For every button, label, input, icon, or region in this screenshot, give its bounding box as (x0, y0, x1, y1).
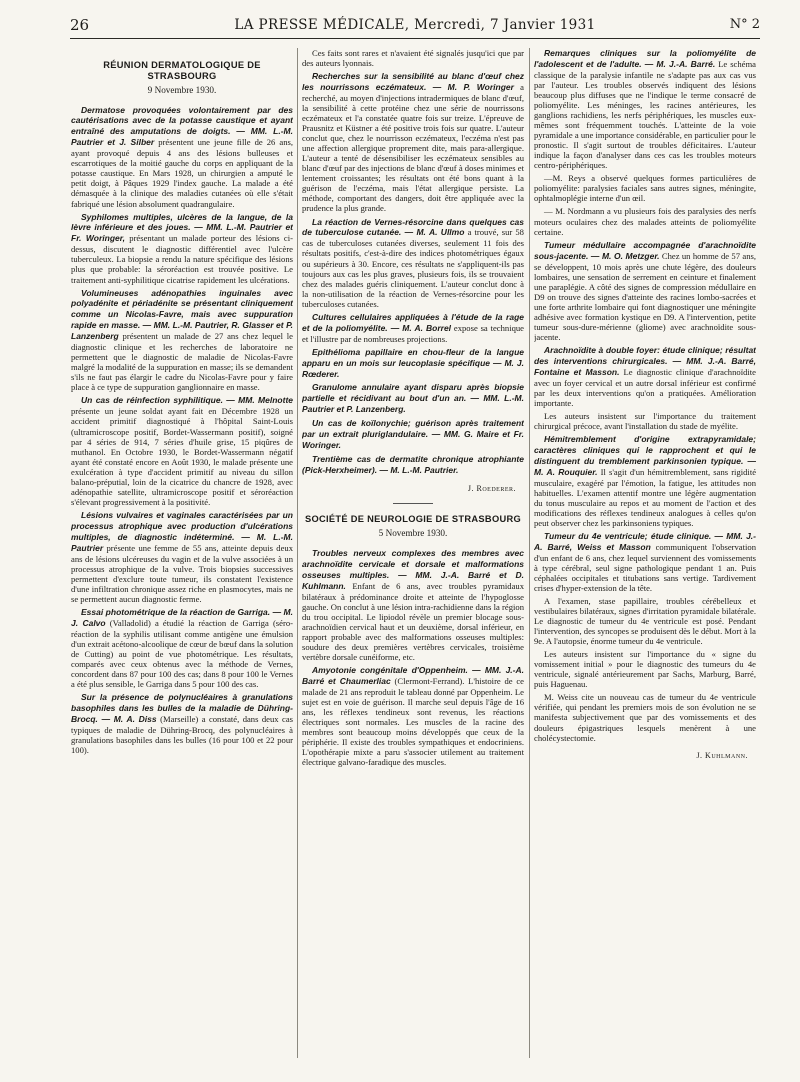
column-2 (302, 48, 524, 1066)
article-title: Essai photométrique de la réaction de Garriga. — M. J. Calvo (71, 606, 293, 628)
article-body: A l'examen, stase papillaire, troubles cérébelleux et vestibulaires bilatéraux, signes d'irritation pyramidale bilatérale. Le diagnostic de tumeur du 4e ventricule est posé. Pendant l'intervention, des syncopes se produisent dès le début. Mort à la 9e. A l'autopsie, énorme tumeur du 4e ventricule. (534, 595, 756, 647)
signature: J. Kuhlmann. (696, 750, 748, 760)
article-body: a recherché, au moyen d'injections intradermiques de blanc d'œuf, la sensibilité à cette protéine chez une série de nourrissons eczémateux et l'a constatée quatre fois sur treize. L'épreuve de Prausnitz et Küstner a été positive trois fois sur quatre. L'auteur conclut que, chez le nourrisson eczémateux, l'eczéma n'est pas une affection allergique proprement dite, mais para-allergique. L'auteur a tenté de désensibiliser les eczémateux sensibles au blanc d'œuf par des injections de blanc d'œuf à doses minimes et lentement croissantes; les résultats ont été bons quant à la guérison de l'eczéma, mais l'état allergique persiste. La méthode, comportant des dangers, doit être appliquée avec la prudence la plus grande. (302, 82, 524, 214)
article-title: Un cas de koïlonychie; guérison après traitement par un extrait plurіglandulaire. — MM. G. Maire et Fr. Woringer. (302, 418, 524, 451)
article (71, 288, 293, 393)
article-body: Le schéma classique de la paralysie infantile ne s'adapte pas aux cas vus par l'auteur. Les troubles observés indiquent des lésions beaucoup plus diffuses que ne l'indique le terme consacré de poliomyélite. Les méninges, les racines antérieures, les ganglions rachidiens, les nerfs périphériques, les muscles eux-mêmes sont fréquemment touchés. L'atteinte de la voie pyramidale a une importance considérable, en particulier pour le pronostic. Il s'agit surtout de troubles déficitaires. L'auteur indique la façon d'analyser dans ces cas les troubles moteurs centro-périphériques. (534, 58, 756, 171)
article-body: présentent un malade de 27 ans chez lequel le diagnostic clinique et les recherches de laboratoire ne permettent que le diagnostic de maladie de Nicolas-Favre malgré la modalité de la suppuration en masse; ils se demandent s'ils ne faut pas élargir le cadre du Nicolas-Favre pour y faire place à ce type de suppuration ganglionnaire en masse. (71, 331, 293, 393)
article-title: Arachnoïdite à double foyer: étude clinique; résultat des interventions chirurgicales. — MM. J.-A. Barré, Fontaine et Masson. (534, 344, 756, 377)
article (534, 434, 756, 528)
page-number: 26 (70, 16, 90, 34)
article (302, 665, 524, 767)
article (534, 206, 756, 236)
article (302, 347, 524, 380)
article-body: présentant un malade porteur des lésions ci-dessus, discutent le diagnostic différentiel avec l'ulcère tuberculeux. La biopsie a rendu la nature spécifique des lésions plus que probable: la séroréaction est trouvée positive. Le traitement anti-syphilitique cicatrise rapidement les ulcérations. (71, 233, 293, 285)
column-3 (534, 48, 756, 1066)
article-body: Les auteurs insistent sur l'importance du « signe du vomissement initial » pour le diagnostic des tumeurs du 4e ventricule, signalé antérieurement par Sachs, Marburg, Barré, puis Haguenau. (534, 649, 756, 690)
article-title: Recherches sur la sensibilité au blanc d'œuf chez les nourrissons eczémateux. — M. P. Woringer (302, 71, 524, 93)
column-1 (71, 48, 293, 1066)
section-date: 9 Novembre 1930. (147, 84, 217, 95)
article (302, 312, 524, 344)
article (302, 71, 524, 213)
article-body: —M. Reys a observé quelques formes particulières de poliomyélite: paralysies faciales sans autres signes, méningite, ophtalmoplégie interne d'un œil. (534, 173, 756, 204)
article (534, 48, 756, 170)
article-body: Ces faits sont rares et n'avaient été signalés jusqu'ici que par des auteurs lyonnais. (302, 48, 524, 69)
article (534, 531, 756, 593)
article (534, 345, 756, 408)
article (534, 649, 756, 689)
article-body: présente une femme de 55 ans, atteinte depuis deux ans de lésions ulcéreuses du vagin et de la vulve associées à un processus atrophique de la vulve. Trois biopsies successives permettent d'exclure toute tumeur, ils constatent l'existence d'une infiltration chronique assez riche en plasmocytes, mais ne se permettent aucun diagnostic ferme. (71, 542, 293, 604)
article (302, 454, 524, 476)
article-title: Volumineuses adénopathies inguinales avec polyadénite et périadénite se présentant cliniquement comme un Nicolas-Favre, mais avec suppuration rapide en masse. — MM. L.-M. Pautrier, R. Glasser et P. Lanzenberg (71, 287, 293, 342)
column-rule (529, 48, 530, 1058)
article (302, 418, 524, 451)
article (71, 105, 293, 209)
section-title: RÉUNION DERMATOLOGIQUE DE STRASBOURG (103, 60, 261, 81)
article-title: Tumeur médullaire accompagnée d'arachnoïdite sous-jacente. — M. O. Metzger. (534, 239, 756, 261)
article-title: Tumeur du 4e ventricule; étude clinique. — MM. J.-A. Barré, Weiss et Masson (534, 530, 756, 552)
article (71, 692, 293, 755)
article (534, 173, 756, 203)
article-body: (Marseille) a constaté, dans deux cas typiques de maladie de Dühring-Brocq, des polynucléaires à granulations basophiles dans les bulles (16 pour 100 et 22 pour 100). (71, 713, 293, 755)
article-title: Sur la présence de polynucléaires à granulations basophiles dans les bulles de la maladie de Dühring-Brocq. — M. A. Diss (71, 692, 293, 724)
article (71, 510, 293, 604)
article-title: Cultures cellulaires appliquées à l'étude de la rage et de la poliomyélite. — M. A. Borrel (302, 311, 524, 333)
article (71, 395, 293, 506)
page-header (70, 16, 760, 39)
article (302, 382, 524, 415)
article-body: présente un jeune soldat ayant fait en Décembre 1928 un accident primitif diagnostiqué à l'hôpital Saint-Louis (ultramicroscope positif, Bordet-Wassermann positif), soigné par 4 séries de 914, 7 séries d'huile grise, 15 piqûres de muthanol. En Octobre 1930, le Bordet-Wassermann négatif ayant été constaté encore en Août 1930, le malade présente une exulcération à type d'accident primitif au niveau du sillon balano-préputial, loin de la cicatrice du chancre de 1928, avec adénopathie satellite, ultramicroscope positif et séroréaction s'élevant progressivement à la positivité. (71, 406, 293, 507)
article-body: Il s'agit d'un hémitremblement, sans rigidité musculaire, exagéré par l'émotion, la fatigue, les attitudes non habituelles. L'examen attentif montre une légère augmentation du tonus musculaire au repos et au moment de l'action et des modifications des réflexes tendineux analogues à celles qu'on peut observer chez les parkinsoniens typiques. (534, 466, 756, 528)
article (302, 217, 524, 309)
article-body: a trouvé, sur 58 cas de tuberculoses cutanées diverses, seulement 11 fois des résultats positifs, c'est-à-dire des indices photométriques égaux ou supérieurs à 30. Encore, ces résultats ne s'appliquent-ils pas toujours aux cas les plus graves, plusieurs fois, ils se trouvaient chez des malades guéris cliniquement. L'auteur conclut donc à la non-utilisation de la réaction de Vernes-résorcine pour les tuberculoses cutanées. (302, 227, 524, 309)
article-body: communiquent l'observation d'un enfant de 6 ans, chez lequel surviennent des vomissements à type cérébral, seul signe pathologique pendant 1 an. Puis céphalées occipitales et titubations sans vertige. Tardivement crises d'hyper-extension de la tête. (534, 541, 756, 593)
article-title: Un cas de réinfection syphilitique. — MM. Melnotte (81, 395, 293, 406)
article-body: Les auteurs insistent sur l'importance du traitement chirurgical précoce, avant l'installation du stade de myélite. (534, 410, 756, 431)
article (71, 212, 293, 285)
article-title: Troubles nerveux complexes des membres avec arachnoïdite cervicale et dorsale et malformations osseuses multiples. — MM. J.-A. Barré et D. Kuhlmann. (302, 547, 524, 591)
article-body: Le diagnostic clinique d'arachnoïdite avec un foyer cervical et un autre dorsal inférieur est confirmé par les deux interventions qu'on a pratiquées. Amélioration importante. (534, 366, 756, 408)
article-title: Trentième cas de dermatite chronique atrophiante (Pick-Herxheimer). — M. L.-M. Pautrier. (302, 454, 524, 476)
article-body: Enfant de 6 ans, avec troubles pyramidaux bilatéraux à prédominance droite et atteinte de l'hypoglosse gauche. On conclut à une lésion intra-rachidienne dans la région du trou occipital. Le lipiodol révèle un premier blocage sous-arachnoïdien cervical haut et un deuxième, dorsal inférieur, en rapport probable avec des malformations osseuses multiples: soudure des deux premières vertèbres cervicales, troisième vertèbre dorsale cunéiforme, etc. (302, 580, 524, 662)
article-title: Epithélioma papillaire en chou-fleur de la langue apparu en un mois sur leucoplasie spécifique — M. J. Rœderer. (302, 346, 524, 379)
article (302, 548, 524, 662)
issue-number: N° 2 (729, 17, 760, 32)
article-title: Remarques cliniques sur la poliomyélite de l'adolescent et de l'adulte. — M. J.-A. Barré. (534, 48, 756, 69)
article-body: expose sa technique et l'illustre par de nombreuses projections. (302, 322, 524, 344)
article-body: (Clermont-Ferrand). L'histoire de ce malade de 21 ans reproduit le tableau donné par Oppenheim. Le sujet est en voie de guérison. Il marche seul depuis l'âge de 16 ans, les réflexes tendineux sont revenus, les réactions électriques sont normales. Les muscles de la racine des membres sont beaucoup moins développés que ceux de la périphérie. Il existe des troubles sympathiques et endocriniens. L'opothérapie mixte a paru s'associer utilement au traitement électrique galvano-faradique des muscles. (302, 675, 524, 768)
article-body: M. Weiss cite un nouveau cas de tumeur du 4e ventricule vérifiée, qui pendant les premiers mois de son évolution ne se manifesta subjectivement que par des vomissements et des douleurs épigastriques lesquels menèrent à une cholécystectomie. (534, 692, 756, 743)
article-title: Dermatose provoquées volontairement par des cautérisations avec de la potasse caustique et ayant entraîné des amputations de doigts. — MM. L.-M. Pautrier et J. Silber (71, 104, 293, 148)
article-title: Lésions vulvaires et vaginales caractérisées par un processus atrophique avec production d'ulcérations multiples, de diagnostic indéterminé. — M. L.-M. Pautrier (71, 509, 293, 553)
column-rule (297, 48, 298, 1058)
article-body: Chez un homme de 57 ans, se développent, 10 mois après une chute légère, des douleurs lombaires, une sensation de serrement en ceinture et finalement une paraplégie. A côté des signes de compression médullaire en D9 on trouve des signes d'atteinte des racines lombo-sacrées et une forte arthrite lombaire qui font diagnostiquer une méningite adhésive avec formation kystique en D9. A l'intervention, petite tumeur sous-dure-mérienne (gliome) avec arachnoïdite sous-jacente. (534, 250, 756, 342)
article (534, 596, 756, 646)
separator-rule (393, 503, 433, 504)
article-body: — M. Nordmann a vu plusieurs fois des paralysies des nerfs moteurs oculaires chez des malades atteints de poliomyélite certaine. (534, 206, 756, 237)
article (534, 411, 756, 431)
article-title: La réaction de Vernes-résorcine dans quelques cas de tuberculose cutanée. — M. A. Ullmo (302, 216, 524, 238)
article-body: (Valladolid) a étudié la réaction de Garriga (séro-réaction de la syphilis utilisant comme antigène une émulsion d'un extrait acétono-alcoolique de cœur de bœuf dans la solution de Cutting) au point de vue photométrique. Les résultats, comparés avec ceux obtenus avec la méthode de Vernes, concordent dans 87 pour 100 des cas; dans 8 pour 100 le Vernes a été plus sensible, le Garriga dans 5 pour 100 des cas. (71, 617, 293, 689)
journal-title: LA PRESSE MÉDICALE, Mercredi, 7 Janvier 1931 (234, 17, 596, 33)
article-title: Amyotonie congénitale d'Oppenheim. — MM. J.-A. Barré et Chaumerliac (302, 665, 524, 686)
article-title: Syphilomes multiples, ulcères de la langue, de la lèvre inférieure et des joues. — MM. L.-M. Pautrier et Fr. Woringer, (71, 211, 293, 244)
article-title: Granulome annulaire ayant disparu après biopsie partielle et récidivant au bout d'un an. — MM. L.-M. Pautrier et P. Lanzenberg. (302, 382, 524, 415)
article-title: Hémitremblement d'origine extrapyramidale; caractères cliniques qui le rapprochent et qui le distinguent du tremblement parkinsonien typique. — M. A. Rouquier. (534, 433, 756, 477)
article (534, 692, 756, 742)
article (71, 607, 293, 689)
article-body: présentent une jeune fille de 26 ans, ayant provoqué depuis 4 ans des lésions bulleuses et escarrotiques de la moitié gauche du corps en appliquant de la potasse caustique. En Mars 1928, un chirurgien a amputé le petit doigt, à Pâques 1929 l'index gauche. La malade a été démasquée à la clinique des maladies cutanées où elle s'était fabriqué une lésion absolument quadrangulaire. (71, 137, 293, 209)
section-date: 5 Novembre 1930. (378, 528, 448, 539)
article (302, 48, 524, 68)
signature: J. Roederer. (467, 483, 516, 493)
section-title: SOCIÉTÉ DE NEUROLOGIE DE STRASBOURG (304, 514, 522, 525)
article (534, 240, 756, 342)
